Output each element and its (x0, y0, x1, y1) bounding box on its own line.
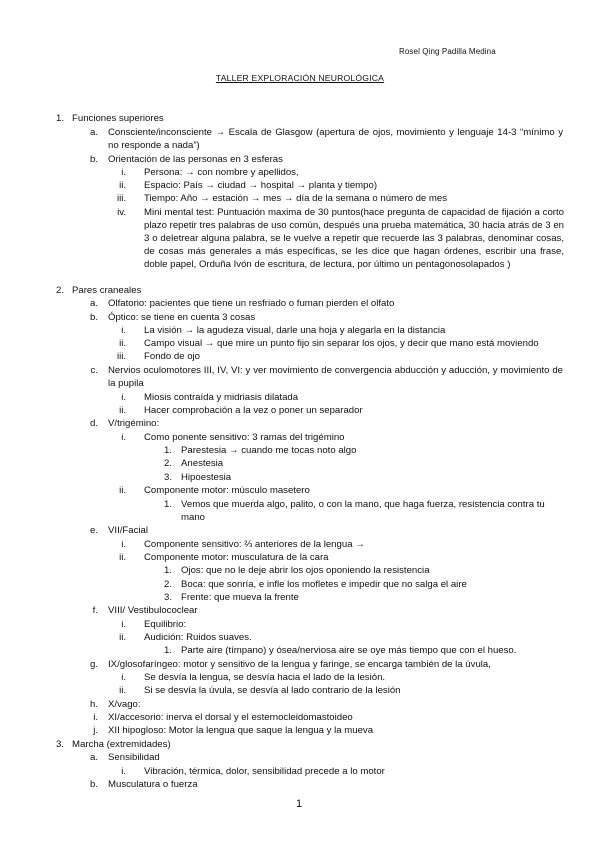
list-item: Olfatorio: pacientes que tiene un resfriado o fuman pierden el olfato (108, 298, 395, 309)
list-marker: a. (89, 298, 98, 309)
list-item: Hacer comprobación a la vez o poner un separador (144, 405, 363, 416)
list-marker: iii. (116, 351, 126, 362)
list-item: Componente motor: musculatura de la cara (144, 552, 329, 563)
list-item: Se desvía la lengua, se desvía hacia el lado de la lesión. (144, 672, 386, 683)
list-item: Persona: → con nombre y apellidos, (144, 167, 299, 178)
list-marker: 2. (163, 458, 172, 469)
list-marker: b. (89, 779, 98, 790)
list-item: Si se desvía la úvula, se desvía al lado contrario de la lesión (144, 685, 401, 696)
list-item: Hipoestesia (181, 472, 232, 483)
section-heading: Pares craneales (72, 285, 142, 296)
list-item: Fondo de ojo (144, 351, 201, 362)
list-marker: 1. (163, 645, 172, 656)
list-marker: i. (121, 167, 126, 178)
list-marker: j. (93, 725, 98, 736)
list-marker: c. (90, 365, 98, 376)
list-item: Vemos que muerda algo, palito, o con la mano, que haga fuerza, resistencia contra tu mano (181, 499, 545, 523)
list-marker: i. (121, 619, 126, 630)
list-marker: i. (93, 712, 98, 723)
document-title: TALLER EXPLORACIÓN NEUROLÓGICA (215, 73, 385, 83)
list-marker: f. (92, 605, 98, 616)
list-item: La visión → la agudeza visual, darle una hoja y alegarla en la distancia (144, 325, 446, 336)
list-marker: ii. (119, 685, 126, 696)
page-number: 1 (296, 798, 303, 810)
list-marker: b. (89, 154, 98, 165)
list-marker: 3. (163, 472, 172, 483)
list-item: Parestesia → cuando me tocas noto algo (181, 445, 357, 456)
list-item: Como ponente sensitivo: 3 ramas del trigémino (144, 432, 345, 443)
list-item: VII/Facial (108, 525, 148, 536)
list-item: Equilibrio: (144, 619, 187, 630)
list-item: IX/glosofaríngeo: motor y sensitivo de la lengua y faringe, se encarga también de la úvula, (108, 659, 491, 670)
list-marker: 1. (163, 499, 172, 510)
list-marker: i. (121, 539, 126, 550)
list-marker: iii. (116, 193, 126, 204)
list-item: Orientación de las personas en 3 esferas (108, 154, 283, 165)
list-marker: ii. (119, 552, 126, 563)
list-marker: d. (89, 418, 98, 429)
list-item: Componente sensitivo: ⅔ anteriores de la lengua → (144, 539, 365, 550)
list-marker: ii. (119, 338, 126, 349)
list-item: Ojos: que no le deje abrir los ojos oponiendo la resistencia (181, 565, 430, 576)
list-item: Musculatura o fuerza (108, 779, 198, 790)
list-marker: i. (121, 325, 126, 336)
list-marker: 1. (163, 565, 172, 576)
list-item: Componente motor: músculo masetero (144, 485, 310, 496)
list-item: Sensibilidad (108, 752, 160, 763)
list-marker: ii. (119, 405, 126, 416)
list-item: Boca: que sonría, e infle los mofletes e impedir que no salga el aire (181, 579, 467, 590)
section-heading: Marcha (extremidades) (72, 739, 171, 750)
list-marker: i. (121, 672, 126, 683)
list-marker: iv. (117, 207, 126, 218)
list-marker: e. (89, 525, 98, 536)
section-heading: Funciones superiores (72, 113, 164, 124)
section-number: 3. (55, 739, 64, 750)
list-item: Óptico: se tiene en cuenta 3 cosas (108, 312, 256, 323)
list-marker: 1. (163, 445, 172, 456)
list-item: Audición: Ruidos suaves. (144, 632, 252, 643)
list-item: X/vago: (108, 699, 141, 710)
list-item: Espacio: País → ciudad → hospital → planta y tiempo) (144, 180, 378, 191)
list-marker: i. (121, 766, 126, 777)
list-item: XII hipogloso: Motor la lengua que saque la lengua y la mueva (108, 725, 374, 736)
list-item: Tiempo: Año → estación → mes → día de la semana o número de mes (144, 193, 448, 204)
list-marker: 2. (163, 579, 172, 590)
list-marker: ii. (119, 180, 126, 191)
list-marker: h. (89, 699, 98, 710)
section-number: 1. (55, 113, 64, 124)
author-name: Rosel Qing Padilla Medina (399, 47, 496, 56)
list-marker: ii. (119, 485, 126, 496)
list-item: Anestesia (181, 458, 224, 469)
list-item: Parte aire (tímpano) y ósea/nerviosa aire se oye más tiempo que con el hueso. (181, 645, 517, 656)
list-marker: i. (121, 432, 126, 443)
list-item: Campo visual → que mire un punto fijo sin separar los ojos, y decir que mano está moviendo (144, 338, 539, 349)
list-item: Frente: que mueva la frente (181, 592, 299, 603)
list-marker: ii. (119, 632, 126, 643)
list-marker: a. (89, 752, 98, 763)
list-item: Vibración, térmica, dolor, sensibilidad precede a lo motor (144, 766, 385, 777)
list-item: Consciente/inconsciente → Escala de Glasgow (apertura de ojos, movimiento y lenguaje 14-3 “mínimo y no responde a nada”) (108, 127, 563, 151)
section-number: 2. (55, 285, 64, 296)
list-item: Miosis contraída y midriasis dilatada (144, 392, 299, 403)
list-item: V/trigémino: (108, 418, 160, 429)
list-item: XI/accesorio: inerva el dorsal y el esternocleidomastoideo (108, 712, 353, 723)
list-item: VIII/ Vestibulococlear (108, 605, 198, 616)
list-item: Mini mental test: Puntuación maxima de 30 puntos(hace pregunta de capacidad de fijación a corto plazo repetir tres palabras de uso común, después una prueba matemática, 30 hacia atrás de 3 en 3 o deletrear alguna palabra, se le vuelve a repetir que recuerde las 3 palabras, denominar cosas, de cosas más generales a más específicas, se les dice que hagan órdenes, escribir una frase, doble papel, Orduña Ivón de escritura, de lectura, por último un pentagonosolapados ) (144, 207, 564, 270)
list-marker: b. (89, 312, 98, 323)
list-item: Nervios oculomotores III, IV, VI: y ver movimiento de convergencia abducción y aducción, y movimiento de la pupila (108, 365, 563, 389)
list-marker: a. (89, 127, 98, 138)
list-marker: 3. (163, 592, 172, 603)
list-marker: i. (121, 392, 126, 403)
list-marker: g. (89, 659, 98, 670)
